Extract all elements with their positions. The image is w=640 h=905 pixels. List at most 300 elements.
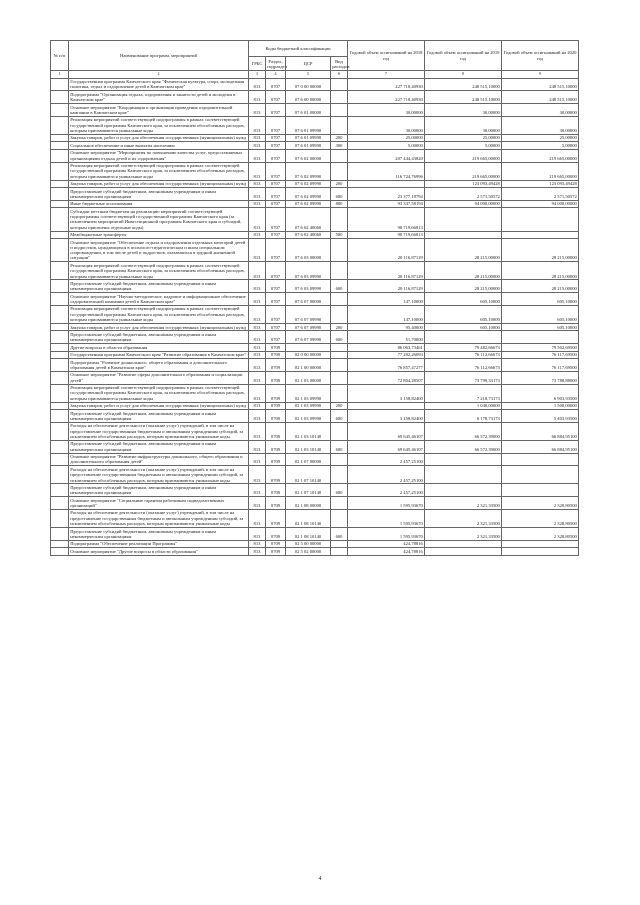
row-number xyxy=(51,351,69,358)
amount-2019: 605,10000 xyxy=(425,323,502,330)
table-row xyxy=(51,104,579,117)
row-number xyxy=(51,548,69,555)
section-code: 0709 xyxy=(266,527,286,540)
row-number xyxy=(51,384,69,402)
program-name: Закупка товаров, работ и услуг для обеспечения государственных (муниципальных) нужд xyxy=(69,323,249,330)
amount-2020: 79 502,69500 xyxy=(502,344,579,351)
amount-2019: 6 178,73173 xyxy=(425,410,502,423)
program-name: Предоставление субсидий бюджетным, автономным учреждениям и иным некоммерческим организациям xyxy=(69,410,249,423)
section-code: 0707 xyxy=(266,142,286,149)
program-name: Подпрограмма "Обеспечение реализации Программы" xyxy=(69,540,249,547)
csr-code: 07 0 00 00000 xyxy=(286,78,331,91)
program-name: Закупка товаров, работ и услуг для обеспечения государственных (муниципальных) нужд xyxy=(69,180,249,187)
amount-2019 xyxy=(425,548,502,555)
amount-2018: 1 595,93670 xyxy=(348,527,425,540)
expense-type-code xyxy=(331,351,348,358)
amount-2020: 28 215,00000 xyxy=(502,262,579,280)
section-code: 0707 xyxy=(266,323,286,330)
csr-code: 07 6 02 09990 xyxy=(286,180,331,187)
amount-2019: 76 112,66673 xyxy=(425,351,502,358)
grbs-code: 813 xyxy=(249,162,266,180)
csr-code: 07 6 01 00000 xyxy=(286,104,331,117)
section-code: 0707 xyxy=(266,239,286,262)
grbs-code: 813 xyxy=(249,78,266,91)
table-row xyxy=(51,422,579,440)
program-name: Социальное обеспечение и иные выплаты населению xyxy=(69,142,249,149)
amount-2018: 30,00000 xyxy=(348,104,425,117)
table-row xyxy=(51,371,579,384)
expense-type-code: 600 xyxy=(331,440,348,453)
row-number xyxy=(51,422,69,440)
csr-code: 02 1 07 10140 xyxy=(286,484,331,497)
amount-2019: 73 799,33173 xyxy=(425,371,502,384)
table-row xyxy=(51,402,579,409)
amount-2018: 2 457,25100 xyxy=(348,453,425,466)
row-number xyxy=(51,410,69,423)
csr-code: 07 6 07 09990 xyxy=(286,331,331,344)
table-row xyxy=(51,351,579,358)
index-cell: 5 xyxy=(286,71,331,78)
amount-2018: 207 444,43820 xyxy=(348,149,425,162)
program-name: Подпрограмма "Развитие дошкольного, общего образования и дополнительного образования детей в Камчатском крае" xyxy=(69,359,249,372)
section-code: 0709 xyxy=(266,402,286,409)
amount-2018: 72 804,28507 xyxy=(348,371,425,384)
table-row xyxy=(51,280,579,293)
section-code: 0709 xyxy=(266,410,286,423)
row-number xyxy=(51,116,69,134)
amount-2020: 5 403,93500 xyxy=(502,410,579,423)
table-row xyxy=(51,200,579,207)
expense-type-code: 200 xyxy=(331,134,348,141)
section-code: 0709 xyxy=(266,384,286,402)
expense-type-code xyxy=(331,509,348,527)
amount-2020: 248 515,10000 xyxy=(502,91,579,104)
amount-2018: 3 158,82400 xyxy=(348,384,425,402)
amount-2018: 116 724,76996 xyxy=(348,162,425,180)
row-number xyxy=(51,344,69,351)
expense-type-code xyxy=(331,344,348,351)
amount-2019: 248 515,10000 xyxy=(425,78,502,91)
grbs-code: 813 xyxy=(249,200,266,207)
program-name: Реализация мероприятий соответствующей подпрограммы в рамках соответствующей государственной программы Камчатского края, за исключением обособленных расходов, которым присваиваются уникальные коды xyxy=(69,262,249,280)
section-code: 0707 xyxy=(266,188,286,201)
header-name: Наименование программ, мероприятий xyxy=(69,41,249,71)
section-code: 0707 xyxy=(266,116,286,134)
program-name: Основное мероприятие "Координация и организация проведения оздоровительной кампании в Камчатском крае" xyxy=(69,104,249,117)
row-number xyxy=(51,497,69,510)
amount-2018: 5,00000 xyxy=(348,142,425,149)
amount-2019: 123 093,49428 xyxy=(425,180,502,187)
csr-code: 02 1 07 00000 xyxy=(286,453,331,466)
amount-2019: 605,10000 xyxy=(425,305,502,323)
section-code: 0707 xyxy=(266,134,286,141)
grbs-code: 813 xyxy=(249,180,266,187)
row-number xyxy=(51,262,69,280)
index-cell: 1 xyxy=(51,71,69,78)
grbs-code: 813 xyxy=(249,305,266,323)
row-number xyxy=(51,180,69,187)
expense-type-code xyxy=(331,91,348,104)
amount-2019: 66 572,39000 xyxy=(425,422,502,440)
expense-type-code xyxy=(331,78,348,91)
section-code: 0709 xyxy=(266,422,286,440)
grbs-code: 813 xyxy=(249,548,266,555)
amount-2018: 227 718,40930 xyxy=(348,78,425,91)
grbs-code: 813 xyxy=(249,91,266,104)
amount-2020: 30,00000 xyxy=(502,104,579,117)
amount-2020: 605,10000 xyxy=(502,323,579,330)
section-code: 0707 xyxy=(266,293,286,306)
table-header xyxy=(51,41,579,79)
amount-2020 xyxy=(502,548,579,555)
amount-2018: 20 116,87129 xyxy=(348,239,425,262)
amount-2020 xyxy=(502,484,579,497)
index-cell: 2 xyxy=(69,71,249,78)
grbs-code: 813 xyxy=(249,208,266,231)
row-number xyxy=(51,231,69,238)
amount-2020: 219 665,00000 xyxy=(502,149,579,162)
amount-2019: 30,00000 xyxy=(425,104,502,117)
csr-code: 07 6 00 00000 xyxy=(286,91,331,104)
section-code: 0707 xyxy=(266,231,286,238)
amount-2018: 25,00000 xyxy=(348,134,425,141)
index-cell: 6 xyxy=(331,71,348,78)
header-2019: Годовой объем ассигнований на 2019 год xyxy=(425,41,502,71)
table-row xyxy=(51,78,579,91)
row-number xyxy=(51,440,69,453)
program-name: Другие вопросы в области образования xyxy=(69,344,249,351)
amount-2018: 424,78816 xyxy=(348,548,425,555)
amount-2018: 90 719,66813 xyxy=(348,208,425,231)
amount-2020: 76 117,69500 xyxy=(502,359,579,372)
expense-type-code: 600 xyxy=(331,280,348,293)
header-grbs: ГРБС xyxy=(249,57,266,71)
amount-2019 xyxy=(425,208,502,231)
amount-2020: 248 515,10000 xyxy=(502,78,579,91)
program-name: Расходы на обеспечение деятельности (оказание услуг) учреждений, в том числе на предоставление государственным бюджетным и автономным учреждениям субсидий, за исключением обособленных расходов, которым присваиваются уникальные коды xyxy=(69,422,249,440)
csr-code: 07 6 01 09990 xyxy=(286,142,331,149)
program-name: Реализация мероприятий соответствующей подпрограммы в рамках соответствующей государственной программы Камчатского края, за исключением обособленных расходов, которым присваиваются уникальные коды xyxy=(69,305,249,323)
grbs-code: 813 xyxy=(249,344,266,351)
amount-2019: 94 000,00000 xyxy=(425,200,502,207)
section-code: 0707 xyxy=(266,104,286,117)
grbs-code: 813 xyxy=(249,527,266,540)
amount-2019: 2 571,50572 xyxy=(425,188,502,201)
row-number xyxy=(51,371,69,384)
section-code: 0709 xyxy=(266,453,286,466)
amount-2020: 66 884,95100 xyxy=(502,440,579,453)
grbs-code: 813 xyxy=(249,371,266,384)
table-row xyxy=(51,497,579,510)
amount-2020: 94 000,00000 xyxy=(502,200,579,207)
amount-2018: 20 116,87129 xyxy=(348,262,425,280)
amount-2019: 1 040,00000 xyxy=(425,402,502,409)
section-code: 0707 xyxy=(266,78,286,91)
row-number xyxy=(51,466,69,484)
grbs-code: 813 xyxy=(249,422,266,440)
amount-2018: 86 063,73461 xyxy=(348,344,425,351)
grbs-code: 813 xyxy=(249,134,266,141)
amount-2018: 77 282,26093 xyxy=(348,351,425,358)
expense-type-code xyxy=(331,293,348,306)
expense-type-code: 200 xyxy=(331,402,348,409)
section-code: 0707 xyxy=(266,305,286,323)
amount-2018: 2 457,25100 xyxy=(348,466,425,484)
row-number xyxy=(51,239,69,262)
table-row xyxy=(51,323,579,330)
grbs-code: 813 xyxy=(249,497,266,510)
expense-type-code xyxy=(331,104,348,117)
amount-2019: 2 321,33500 xyxy=(425,527,502,540)
csr-code: 07 6 02 40060 xyxy=(286,231,331,238)
csr-code: 07 6 03 09990 xyxy=(286,262,331,280)
grbs-code: 813 xyxy=(249,410,266,423)
section-code: 0709 xyxy=(266,548,286,555)
csr-code: 07 6 02 00000 xyxy=(286,149,331,162)
amount-2019 xyxy=(425,484,502,497)
csr-code: 07 6 02 09990 xyxy=(286,162,331,180)
table-row xyxy=(51,162,579,180)
amount-2018: 227 718,40930 xyxy=(348,91,425,104)
table-row xyxy=(51,384,579,402)
csr-code: 07 6 02 09990 xyxy=(286,200,331,207)
index-cell: 7 xyxy=(348,71,425,78)
header-section: Раздел, подраздел xyxy=(266,57,286,71)
program-name: Межбюджетные трансферты xyxy=(69,231,249,238)
csr-code: 02 1 03 10140 xyxy=(286,422,331,440)
amount-2020: 1 500,00000 xyxy=(502,402,579,409)
amount-2019: 25,00000 xyxy=(425,134,502,141)
row-number xyxy=(51,323,69,330)
expense-type-code xyxy=(331,384,348,402)
amount-2020 xyxy=(502,466,579,484)
expense-type-code xyxy=(331,305,348,323)
header-number: № п/п xyxy=(51,41,69,71)
table-row xyxy=(51,116,579,134)
program-name: Расходы на обеспечение деятельности (оказание услуг) учреждений, в том числе на предоставление государственным бюджетным и автономным учреждениям субсидий, за исключением обособленных расходов, которым присваиваются уникальные коды xyxy=(69,466,249,484)
section-code: 0709 xyxy=(266,484,286,497)
row-number xyxy=(51,200,69,207)
row-number xyxy=(51,509,69,527)
amount-2020: 28 215,00000 xyxy=(502,280,579,293)
section-code: 0709 xyxy=(266,371,286,384)
amount-2019: 28 215,00000 xyxy=(425,280,502,293)
expense-type-code: 800 xyxy=(331,200,348,207)
amount-2020: 2 328,80500 xyxy=(502,509,579,527)
csr-code: 07 6 02 40060 xyxy=(286,208,331,231)
amount-2019: 30,00000 xyxy=(425,116,502,134)
row-number xyxy=(51,162,69,180)
expense-type-code: 200 xyxy=(331,323,348,330)
program-name: Государственная программа Камчатского края "Физическая культура, спорт, молодежная политика, отдых и оздоровление детей в Камчатском крае" xyxy=(69,78,249,91)
amount-2019: 2 321,33500 xyxy=(425,509,502,527)
section-code: 0709 xyxy=(266,509,286,527)
row-number xyxy=(51,540,69,547)
expense-type-code xyxy=(331,208,348,231)
amount-2019: 219 665,00000 xyxy=(425,149,502,162)
csr-code: 02 1 07 10140 xyxy=(286,466,331,484)
table-row xyxy=(51,180,579,187)
amount-2019: 66 572,39000 xyxy=(425,440,502,453)
amount-2018: 76 857,47277 xyxy=(348,359,425,372)
grbs-code: 813 xyxy=(249,484,266,497)
grbs-code: 813 xyxy=(249,188,266,201)
program-name: Предоставление субсидий бюджетным, автономным учреждениям и иным некоммерческим организациям xyxy=(69,527,249,540)
expense-type-code: 500 xyxy=(331,231,348,238)
grbs-code: 813 xyxy=(249,293,266,306)
table-row xyxy=(51,484,579,497)
row-number xyxy=(51,149,69,162)
program-name: Иные бюджетные ассигнования xyxy=(69,200,249,207)
grbs-code: 813 xyxy=(249,323,266,330)
amount-2020: 6 903,93500 xyxy=(502,384,579,402)
grbs-code: 813 xyxy=(249,116,266,134)
table-row xyxy=(51,208,579,231)
row-number xyxy=(51,91,69,104)
index-cell: 3 xyxy=(249,71,266,78)
row-number xyxy=(51,78,69,91)
section-code: 0707 xyxy=(266,331,286,344)
amount-2018: 1 595,93670 xyxy=(348,497,425,510)
expense-type-code xyxy=(331,453,348,466)
amount-2018: 23 377,18794 xyxy=(348,188,425,201)
expense-type-code xyxy=(331,162,348,180)
page-number: 4 xyxy=(318,876,322,882)
section-code: 0707 xyxy=(266,280,286,293)
row-number xyxy=(51,104,69,117)
grbs-code: 813 xyxy=(249,280,266,293)
amount-2018: 2 457,25100 xyxy=(348,484,425,497)
amount-2018: 30,00000 xyxy=(348,116,425,134)
amount-2019: 79 482,66673 xyxy=(425,344,502,351)
grbs-code: 813 xyxy=(249,231,266,238)
amount-2018: 51,70000 xyxy=(348,331,425,344)
amount-2019 xyxy=(425,466,502,484)
row-number xyxy=(51,293,69,306)
amount-2018: 95,40000 xyxy=(348,323,425,330)
amount-2018: 3 158,82400 xyxy=(348,410,425,423)
table-row xyxy=(51,509,579,527)
section-code: 0709 xyxy=(266,440,286,453)
table-row xyxy=(51,440,579,453)
table-row xyxy=(51,188,579,201)
program-name: Предоставление субсидий бюджетным, автономным учреждениям и иным некоммерческим организациям xyxy=(69,188,249,201)
expense-type-code: 600 xyxy=(331,331,348,344)
amount-2020: 2 328,80500 xyxy=(502,497,579,510)
section-code: 0709 xyxy=(266,359,286,372)
csr-code: 02 1 08 10140 xyxy=(286,509,331,527)
expense-type-code xyxy=(331,359,348,372)
csr-code: 07 6 03 09990 xyxy=(286,280,331,293)
csr-code: 02 1 03 09990 xyxy=(286,384,331,402)
row-number xyxy=(51,208,69,231)
amount-2019: 76 112,66673 xyxy=(425,359,502,372)
amount-2020: 2 571,50572 xyxy=(502,188,579,201)
row-number xyxy=(51,280,69,293)
program-name: Субсидии местным бюджетам на реализацию мероприятий соответствующей подпрограммы соответствующей государственной программы Камчатского края (за исключением мероприятий Инвестиционной программы Камчатского края и субсидий, которым присвоены отдельные коды) xyxy=(69,208,249,231)
table-row xyxy=(51,293,579,306)
amount-2019 xyxy=(425,231,502,238)
section-code: 0707 xyxy=(266,91,286,104)
table-row xyxy=(51,134,579,141)
expense-type-code: 600 xyxy=(331,527,348,540)
program-name: Основное мероприятие "Развитие инфраструктуры дошкольного, общего образования и дополнительного образования детей" xyxy=(69,453,249,466)
index-cell: 4 xyxy=(266,71,286,78)
section-code: 0709 xyxy=(266,540,286,547)
table-row xyxy=(51,527,579,540)
row-number xyxy=(51,331,69,344)
program-name: Расходы на обеспечение деятельности (оказание услуг) учреждений, в том числе на предоставление государственным бюджетным и автономным учреждениям субсидий, за исключением обособленных расходов, которым присваиваются уникальные коды xyxy=(69,509,249,527)
program-name: Реализация мероприятий соответствующей подпрограммы в рамках соответствующей государственной программы Камчатского края, за исключением обособленных расходов, которым присваиваются уникальные коды xyxy=(69,162,249,180)
table-row xyxy=(51,239,579,262)
section-code: 0707 xyxy=(266,200,286,207)
table-row xyxy=(51,466,579,484)
program-name: Предоставление субсидий бюджетным, автономным учреждениям и иным некоммерческим организациям xyxy=(69,331,249,344)
row-number xyxy=(51,453,69,466)
amount-2020: 219 665,00000 xyxy=(502,162,579,180)
csr-code: 02 1 08 10140 xyxy=(286,527,331,540)
table-row xyxy=(51,305,579,323)
csr-code: 07 6 07 09990 xyxy=(286,323,331,330)
amount-2020 xyxy=(502,453,579,466)
expense-type-code xyxy=(331,116,348,134)
expense-type-code: 600 xyxy=(331,188,348,201)
amount-2018: 69 645,46107 xyxy=(348,422,425,440)
grbs-code: 813 xyxy=(249,466,266,484)
table-row xyxy=(51,540,579,547)
expense-type-code xyxy=(331,540,348,547)
header-csr: ЦСР xyxy=(286,57,331,71)
amount-2018 xyxy=(348,402,425,409)
program-name: Закупка товаров, работ и услуг для обеспечения государственных (муниципальных) нужд xyxy=(69,402,249,409)
grbs-code: 813 xyxy=(249,540,266,547)
amount-2018: 20 116,87129 xyxy=(348,280,425,293)
grbs-code: 813 xyxy=(249,142,266,149)
csr-code: 07 6 03 00000 xyxy=(286,239,331,262)
amount-2018: 90 719,66813 xyxy=(348,231,425,238)
amount-2018 xyxy=(348,180,425,187)
grbs-code: 813 xyxy=(249,262,266,280)
amount-2018: 147,10000 xyxy=(348,305,425,323)
expense-type-code: 600 xyxy=(331,410,348,423)
row-number xyxy=(51,142,69,149)
table-row xyxy=(51,331,579,344)
amount-2019: 248 515,10000 xyxy=(425,91,502,104)
amount-2020: 66 884,95100 xyxy=(502,422,579,440)
table-row xyxy=(51,548,579,555)
section-code: 0707 xyxy=(266,180,286,187)
grbs-code: 813 xyxy=(249,351,266,358)
budget-table xyxy=(50,40,579,556)
table-row xyxy=(51,142,579,149)
amount-2020: 28 215,00000 xyxy=(502,239,579,262)
table-row xyxy=(51,410,579,423)
grbs-code: 813 xyxy=(249,359,266,372)
amount-2018: 93 347,58194 xyxy=(348,200,425,207)
csr-code: 02 1 03 00000 xyxy=(286,371,331,384)
expense-type-code xyxy=(331,466,348,484)
program-name: Подпрограмма "Организация отдыха, оздоровления и занятости детей и молодежи в Камчатском крае" xyxy=(69,91,249,104)
program-name: Государственная программа Камчатского края "Развитие образования в Камчатском крае" xyxy=(69,351,249,358)
amount-2019: 5,00000 xyxy=(425,142,502,149)
program-name: Основное мероприятие "Другие вопросы в области образования" xyxy=(69,548,249,555)
amount-2019: 28 215,00000 xyxy=(425,239,502,262)
csr-code: 07 6 07 09990 xyxy=(286,305,331,323)
program-name: Предоставление субсидий бюджетным, автономным учреждениям и иным некоммерческим организациям xyxy=(69,280,249,293)
program-name: Основное мероприятие "Мероприятия по повышению качества услуг, предоставляемых организациями отдыха детей и их оздоровления" xyxy=(69,149,249,162)
row-number xyxy=(51,134,69,141)
expense-type-code: 300 xyxy=(331,142,348,149)
